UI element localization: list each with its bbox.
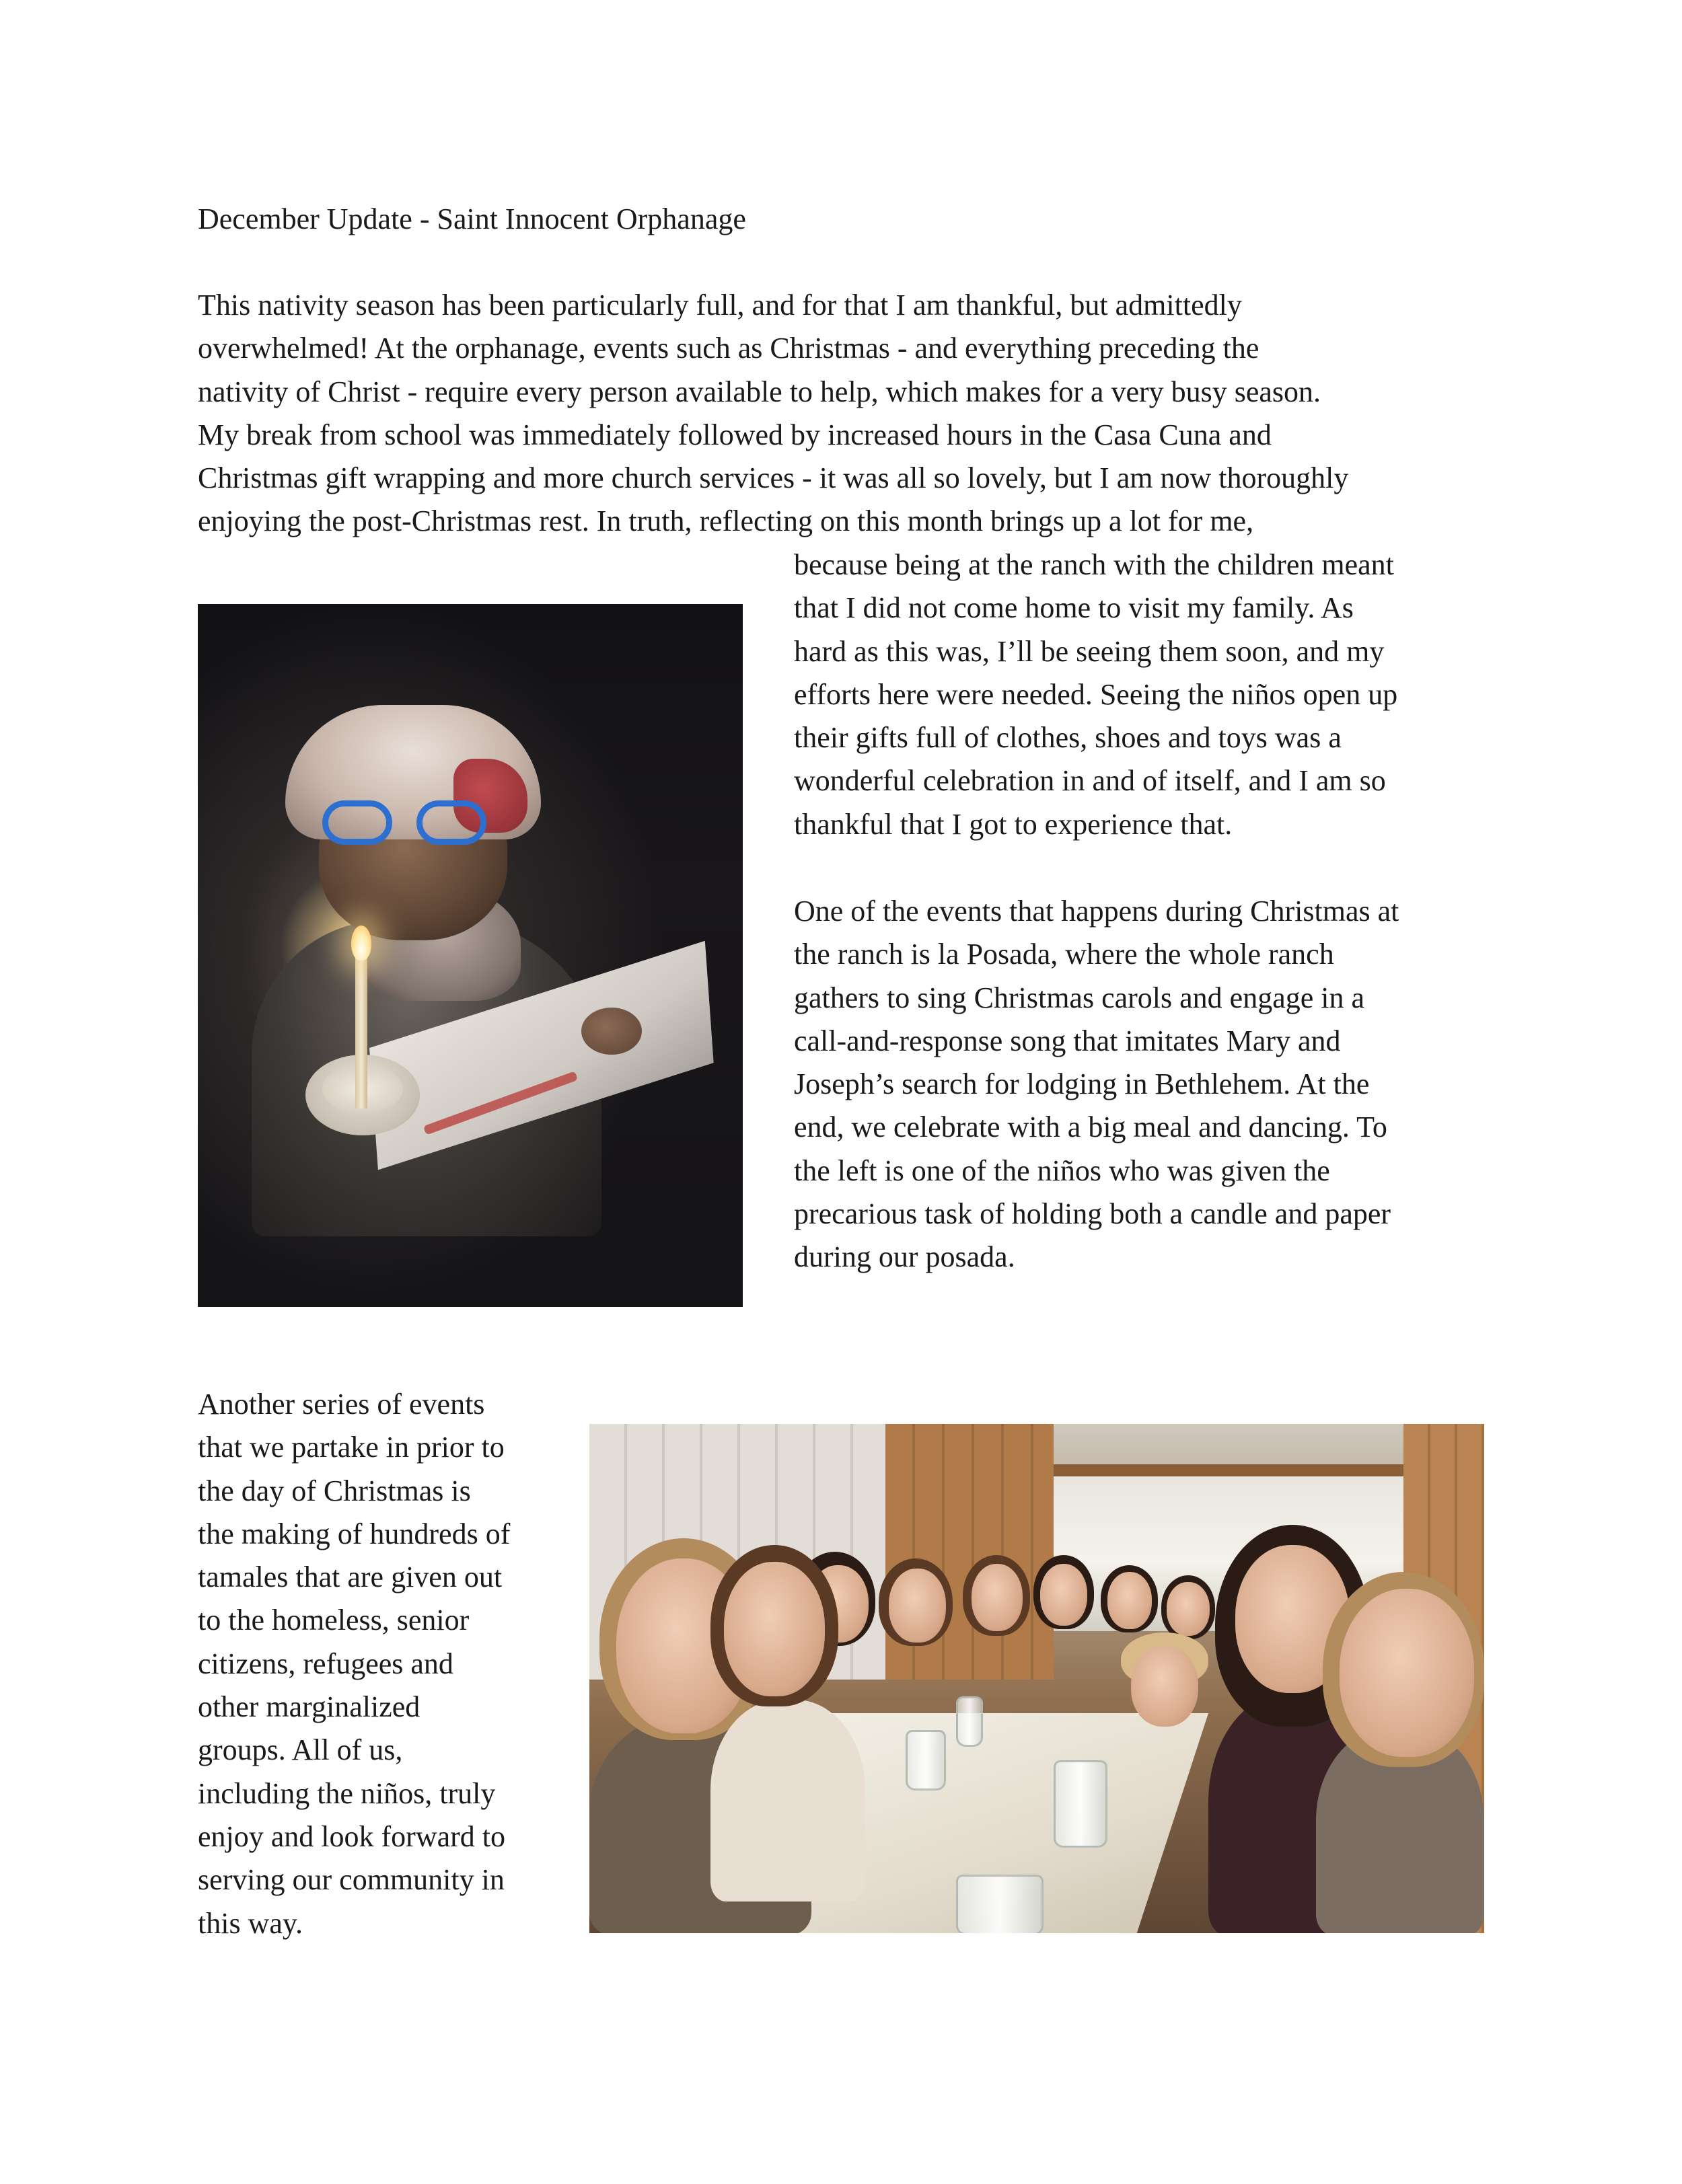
text-line: hard as this was, I’ll be seeing them soon, and my — [794, 634, 1385, 668]
text-line: that we partake in prior to — [198, 1431, 505, 1464]
text-line: Joseph’s search for lodging in Bethlehem. At the — [794, 1067, 1370, 1101]
drinking-glass — [956, 1696, 983, 1747]
text-line: to the homeless, senior — [198, 1604, 470, 1637]
text-line: gathers to sing Christmas carols and engage in a — [794, 981, 1365, 1014]
text-line: citizens, refugees and — [198, 1647, 453, 1680]
lens-right — [416, 800, 486, 845]
drinking-glass — [956, 1875, 1044, 1933]
group-dinner-photo — [589, 1424, 1484, 1933]
person-torso — [710, 1700, 865, 1901]
person-face — [1131, 1646, 1198, 1727]
text-line: that I did not come home to visit my family. As — [794, 591, 1354, 625]
text-line: the making of hundreds of — [198, 1517, 511, 1550]
child-with-candle-photo — [198, 604, 743, 1307]
text-line: My break from school was immediately followed by increased hours in the Casa Cuna and — [198, 418, 1272, 451]
text-line: This nativity season has been particularly full, and for that I am thankful, but admittedly — [198, 289, 1242, 322]
person-face — [1340, 1589, 1474, 1757]
text-line: including the niños, truly — [198, 1776, 496, 1810]
text-line: groups. All of us, — [198, 1733, 403, 1767]
text-line: efforts here were needed. Seeing the niños open up — [794, 677, 1398, 711]
person-face — [972, 1564, 1023, 1631]
text-line: tamales that are given out — [198, 1560, 503, 1594]
person-face — [1167, 1582, 1210, 1636]
drinking-glass — [1054, 1760, 1107, 1848]
text-line: the day of Christmas is — [198, 1474, 471, 1507]
candle — [355, 954, 367, 1108]
posada-paragraph — [794, 890, 1399, 1279]
text-line: thankful that I got to experience that. — [794, 807, 1233, 841]
text-line: their gifts full of clothes, shoes and toys was a — [794, 721, 1342, 755]
person-face — [724, 1562, 825, 1696]
text-line: Christmas gift wrapping and more church services - it was all so lovely, but I am now thoroughly — [198, 461, 1349, 495]
child-hand — [581, 1008, 642, 1055]
text-line: because being at the ranch with the children meant — [794, 548, 1394, 581]
text-line: precarious task of holding both a candle and paper — [794, 1197, 1391, 1231]
text-line: the ranch is la Posada, where the whole ranch — [794, 938, 1334, 971]
text-line: end, we celebrate with a big meal and dancing. To — [794, 1110, 1387, 1144]
person-face — [889, 1569, 946, 1643]
text-line: Another series of events — [198, 1388, 485, 1421]
text-line: overwhelmed! At the orphanage, events such as Christmas - and everything preceding the — [198, 332, 1259, 365]
tamales-paragraph — [198, 1383, 510, 1945]
candle-flame — [351, 926, 371, 961]
text-line: wonderful celebration in and of itself, and I am so — [794, 764, 1386, 798]
text-line: One of the events that happens during Christmas at — [794, 895, 1399, 928]
page-title: December Update - Saint Innocent Orphanage — [198, 202, 746, 235]
family-paragraph — [794, 543, 1397, 846]
text-line: this way. — [198, 1906, 303, 1940]
blue-glasses — [322, 800, 490, 848]
intro-paragraph — [198, 284, 1348, 543]
text-line: serving our community in — [198, 1863, 505, 1897]
text-line: enjoy and look forward to — [198, 1819, 505, 1853]
text-line: other marginalized — [198, 1690, 420, 1724]
person-face — [1040, 1564, 1087, 1626]
text-line: the left is one of the niños who was given the — [794, 1154, 1330, 1187]
text-line: call-and-response song that imitates Mary and — [794, 1024, 1341, 1057]
drinking-glass — [906, 1730, 946, 1791]
person-face — [1107, 1572, 1152, 1629]
text-line: nativity of Christ - require every person available to help, which makes for a very busy season. — [198, 375, 1321, 408]
text-line: during our posada. — [794, 1240, 1015, 1274]
text-line: enjoying the post-Christmas rest. In truth, reflecting on this month brings up a lot for me, — [198, 504, 1254, 538]
lens-left — [322, 800, 392, 845]
